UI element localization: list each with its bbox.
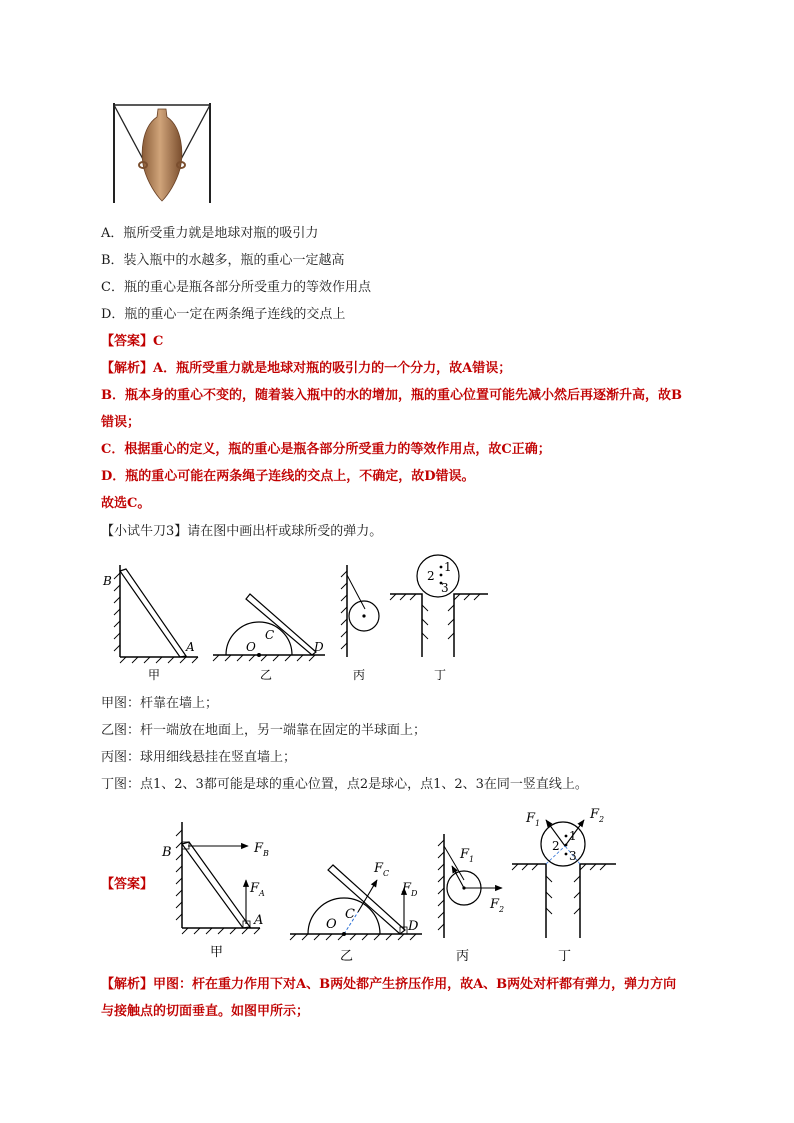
svg-text:2: 2 (552, 839, 560, 853)
label-fb: F (254, 841, 264, 856)
analysis-1-line-4: C．根据重心的定义，瓶的重心是瓶各部分所受重力的等效作用点，故C正确； (101, 442, 551, 457)
answer-diagram-yi (290, 865, 422, 940)
label-f1-ding: F (526, 811, 536, 826)
label-fd: F (402, 881, 412, 896)
label-b: B (103, 574, 112, 588)
svg-text:A: A (254, 913, 264, 928)
desc-bing: 丙图：球用细线悬挂在竖直墙上； (101, 750, 297, 765)
svg-text:1: 1 (535, 819, 541, 828)
label-yi: 乙 (260, 668, 273, 682)
answer-diagram-ding (512, 820, 616, 938)
vase-figure (112, 103, 212, 203)
analysis-1-line-2: B．瓶本身的重心不变的，随着装入瓶中的水的增加，瓶的重心位置可能先减小然后再逐渐升高，故B (101, 388, 682, 403)
analysis-2-line-2: 与接触点的切面垂直。如图甲所示； (101, 1004, 310, 1019)
diagram-ding (390, 555, 488, 657)
svg-text:C: C (345, 907, 355, 922)
label-ding: 丁 (434, 668, 447, 682)
analysis-1-line-6: 故选C。 (101, 496, 151, 511)
svg-text:2: 2 (599, 815, 605, 824)
elastic-force-question-figure (100, 553, 500, 687)
label-a: A (186, 640, 195, 654)
label-f1-bing: F (460, 847, 470, 862)
label-d: D (314, 640, 324, 654)
answer-diagram-bing (438, 834, 505, 938)
svg-text:丁: 丁 (558, 949, 572, 964)
desc-jia: 甲图：杆靠在墙上； (101, 696, 219, 711)
svg-text:C: C (383, 869, 390, 878)
option-c: C．瓶的重心是瓶各部分所受重力的等效作用点 (101, 280, 371, 295)
exercise-3-title: 【小试牛刀3】请在图中画出杆或球所受的弹力。 (101, 524, 383, 539)
label-jia: 甲 (148, 668, 161, 682)
label-o: O (246, 640, 256, 654)
svg-text:3: 3 (569, 849, 577, 863)
desc-yi: 乙图：杆一端放在地面上，另一端靠在固定的半球面上； (101, 723, 427, 738)
option-b: B．装入瓶中的水越多，瓶的重心一定越高 (101, 253, 345, 268)
label-c: C (265, 628, 275, 642)
label-bing: 丙 (353, 668, 366, 682)
answer-2-label: 【答案】 (101, 877, 154, 892)
analysis-1-line-5: D．瓶的重心可能在两条绳子连线的交点上，不确定，故D错误。 (101, 469, 475, 484)
svg-text:丙: 丙 (456, 949, 470, 964)
label-1: 1 (444, 560, 452, 574)
answer-diagram-jia (176, 822, 260, 934)
desc-ding: 丁图：点1、2、3都可能是球的重心位置，点2是球心，点1、2、3在同一竖直线上。 (101, 777, 588, 792)
svg-text:乙: 乙 (340, 949, 354, 964)
svg-text:甲: 甲 (210, 945, 224, 960)
svg-text:1: 1 (569, 829, 577, 843)
svg-text:A: A (259, 889, 265, 898)
label-fa: F (250, 881, 260, 896)
svg-text:D: D (408, 919, 419, 934)
label-3: 3 (441, 581, 449, 595)
analysis-1-line-1: 【解析】A．瓶所受重力就是地球对瓶的吸引力的一个分力，故A错误； (101, 361, 512, 376)
answer-1: 【答案】C (101, 334, 164, 349)
svg-text:B: B (162, 845, 172, 860)
diagram-bing (341, 565, 379, 657)
svg-text:O: O (326, 917, 337, 932)
option-d: D．瓶的重心一定在两条绳子连线的交点上 (101, 307, 346, 322)
label-fc: F (374, 861, 384, 876)
elastic-force-answer-figure (160, 800, 620, 966)
svg-text:B: B (263, 849, 269, 858)
svg-text:D: D (411, 889, 418, 898)
analysis-1-line-3: 错误； (101, 415, 141, 430)
label-f2-ding: F (590, 807, 600, 822)
label-f2-bing: F (490, 897, 500, 912)
analysis-2-line-1: 【解析】甲图：杆在重力作用下对A、B两处都产生挤压作用，故A、B两处对杆都有弹力，弹力方向 (101, 977, 677, 992)
center-dot-o (257, 653, 261, 657)
svg-text:1: 1 (469, 855, 475, 864)
option-a: A．瓶所受重力就是地球对瓶的吸引力 (101, 226, 319, 241)
label-2: 2 (427, 569, 435, 583)
svg-text:2: 2 (499, 905, 505, 914)
